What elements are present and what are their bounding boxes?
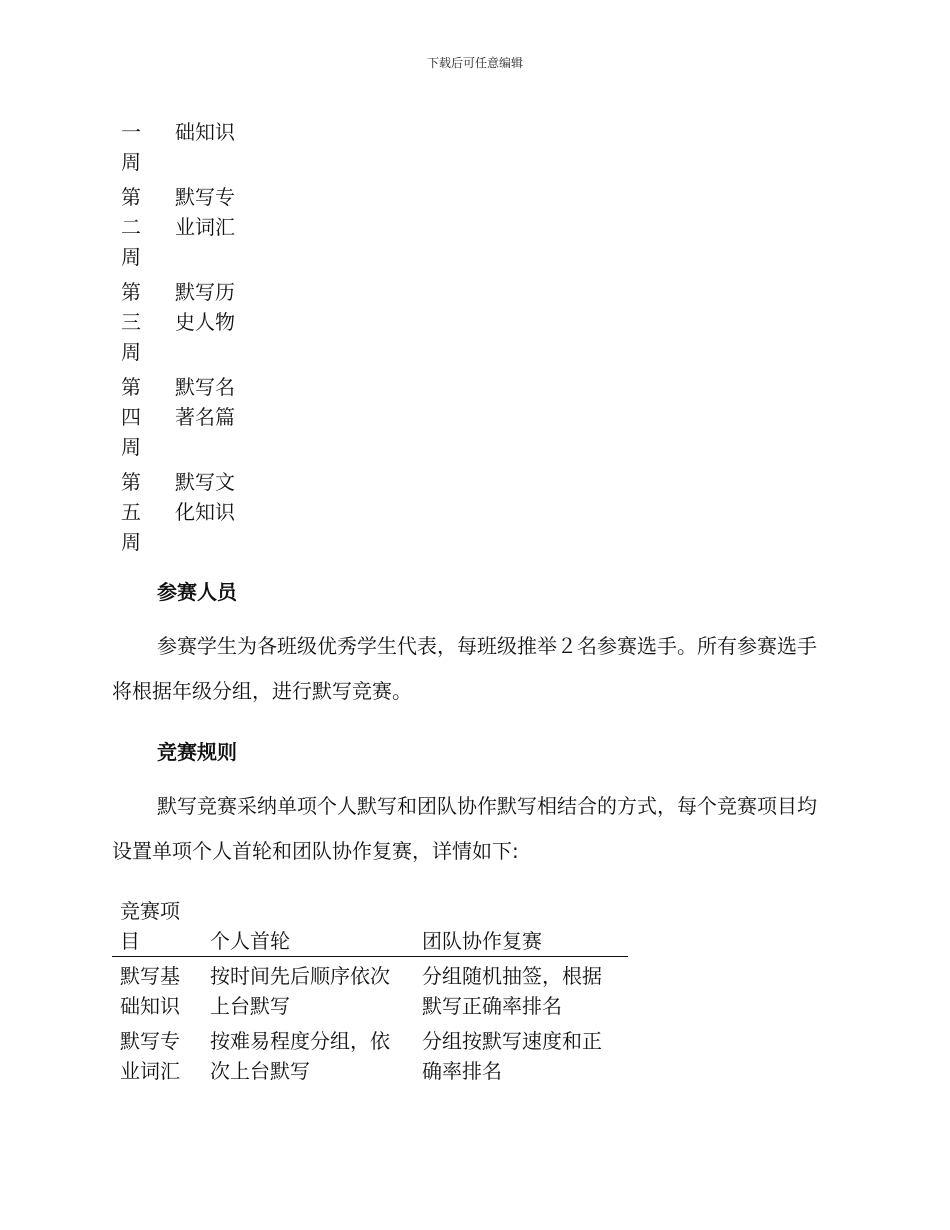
schedule-week <box>121 182 175 272</box>
schedule-row <box>121 467 245 557</box>
schedule-week <box>121 277 175 367</box>
column-header: 团队协作复赛 <box>422 929 542 953</box>
topic-line: 默写历 <box>175 280 235 304</box>
schedule-row <box>121 277 245 367</box>
table-cell: 按难易程度分组，依次上台默写 <box>210 1029 390 1083</box>
schedule-topic <box>175 467 245 557</box>
table-cell: 默写专业词汇 <box>120 1029 180 1083</box>
participants-paragraph: 参赛学生为各班级优秀学生代表，每班级推举２名参赛选手。所有参赛选手将根据年级分组，进行默写竞赛。 <box>112 634 817 703</box>
schedule-topic <box>175 372 245 462</box>
week-char: 周 <box>121 340 141 364</box>
week-char: 第 <box>121 185 141 209</box>
week-char: 第 <box>121 280 141 304</box>
topic-line: 础知识 <box>175 120 235 144</box>
week-char: 四 <box>121 405 141 429</box>
table-cell: 按时间先后顺序依次上台默写 <box>210 964 390 1018</box>
schedule-row <box>121 117 245 177</box>
week-char: 周 <box>121 435 141 459</box>
column-header: 竞赛项目 <box>120 899 180 953</box>
schedule-topic <box>175 182 245 272</box>
week-char: 周 <box>121 245 141 269</box>
schedule-row <box>121 182 245 272</box>
topic-line: 默写文 <box>175 470 235 494</box>
column-header: 个人首轮 <box>210 929 290 953</box>
rules-section <box>112 784 832 874</box>
participants-section <box>112 624 832 714</box>
schedule-row <box>121 372 245 462</box>
week-char: 五 <box>121 500 141 524</box>
rules-table <box>112 896 628 1091</box>
schedule-topic <box>175 277 245 367</box>
topic-line: 默写专 <box>175 185 235 209</box>
week-char: 二 <box>121 215 141 239</box>
topic-line: 史人物 <box>175 310 235 334</box>
week-char: 第 <box>121 375 141 399</box>
topic-line: 化知识 <box>175 500 235 524</box>
week-char: 周 <box>121 530 141 554</box>
topic-line: 默写名 <box>175 375 235 399</box>
table-cell: 默写基础知识 <box>120 964 180 1018</box>
schedule-week <box>121 372 175 462</box>
rules-heading: 竞赛规则 <box>157 740 237 764</box>
schedule-week <box>121 467 175 557</box>
rules-paragraph: 默写竞赛采纳单项个人默写和团队协作默写相结合的方式，每个竞赛项目均设置单项个人首轮和团队协作复赛，详情如下: <box>112 794 817 863</box>
schedule-list <box>121 117 245 562</box>
week-char: 第 <box>121 470 141 494</box>
table-row <box>112 957 628 1027</box>
topic-line: 著名篇 <box>175 405 235 429</box>
week-char: 一 <box>121 120 141 144</box>
schedule-week <box>121 117 175 177</box>
week-char: 周 <box>121 150 141 174</box>
participants-heading: 参赛人员 <box>157 580 237 604</box>
page-header: 下载后可任意编辑 <box>426 56 523 70</box>
topic-line: 业词汇 <box>175 215 235 239</box>
table-cell: 分组随机抽签，根据默写正确率排名 <box>422 964 602 1018</box>
schedule-topic <box>175 117 245 177</box>
table-cell: 分组按默写速度和正确率排名 <box>422 1029 602 1083</box>
week-char: 三 <box>121 310 141 334</box>
table-header-row <box>112 896 628 957</box>
table-row <box>112 1026 628 1091</box>
